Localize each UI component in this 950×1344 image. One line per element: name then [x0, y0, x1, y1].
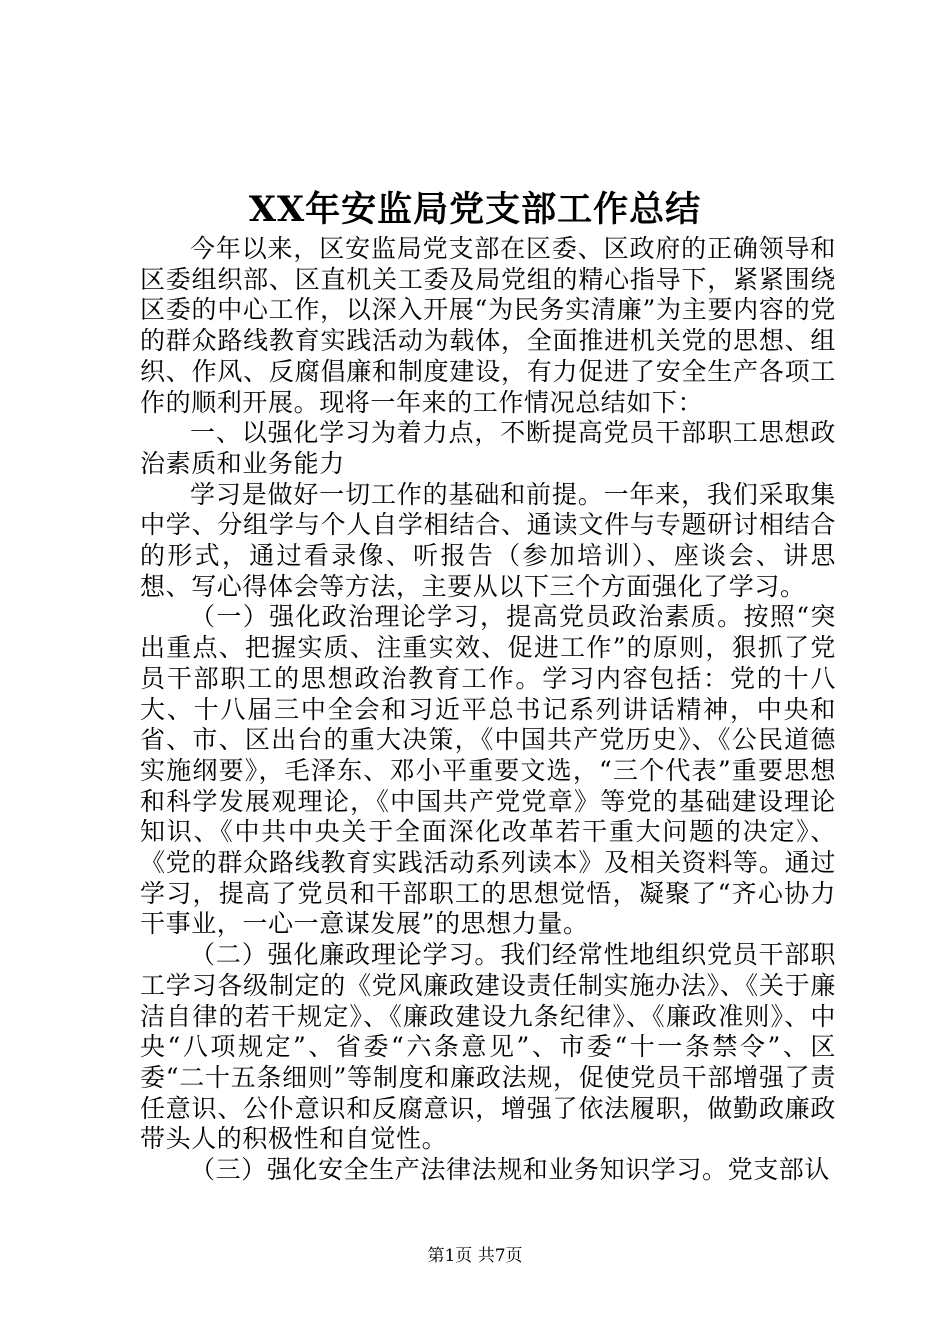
document-body — [140, 234, 836, 1186]
paragraph-safety-law: （三）强化安全生产法律法规和业务知识学习。党支部认 — [190, 1155, 831, 1185]
document-title: XX年安监局党支部工作总结 — [248, 189, 702, 230]
paragraph-study: 学习是做好一切工作的基础和前提。一年来，我们采取集中学、分组学与个人自学相结合、通读文件与专题研讨相结合的形式，通过看录像、听报告（参加培训）、座谈会、讲思想、写心得体会等方法，主要从以下三个方面强化了学习。 — [140, 479, 836, 601]
page-indicator: 第1页 共7页 — [427, 1246, 523, 1266]
section-heading-1: 一、以强化学习为着力点，不断提高党员干部职工思想政治素质和业务能力 — [140, 418, 836, 478]
paragraph-political-theory: （一）强化政治理论学习，提高党员政治素质。按照“突出重点、把握实质、注重实效、促进工作”的原则，狠抓了党员干部职工的思想政治教育工作。学习内容包括：党的十八大、十八届三中全会和习近平总书记系列讲话精神，中央和省、市、区出台的重大决策，《中国共产党历史》、《公民道德实施纲要》，毛泽东、邓小平重要文选，“三个代表”重要思想和科学发展观理论，《中国共产党党章》等党的基础建设理论知识、《中共中央关于全面深化改革若干重大问题的决定》、《党的群众路线教育实践活动系列读本》及相关资料等。通过学习，提高了党员和干部职工的思想觉悟，凝聚了“齐心协力干事业，一心一意谋发展”的思想力量。 — [140, 602, 836, 939]
paragraph-intro: 今年以来，区安监局党支部在区委、区政府的正确领导和区委组织部、区直机关工委及局党组的精心指导下，紧紧围绕区委的中心工作，以深入开展“为民务实清廉”为主要内容的党的群众路线教育实践活动为载体，全面推进机关党的思想、组织、作风、反腐倡廉和制度建设，有力促进了安全生产各项工作的顺利开展。现将一年来的工作情况总结如下： — [140, 234, 836, 417]
paragraph-integrity-theory: （二）强化廉政理论学习。我们经常性地组织党员干部职工学习各级制定的《党风廉政建设责任制实施办法》、《关于廉洁自律的若干规定》、《廉政建设九条纪律》、《廉政准则》、中央“八项规定”、省委“六条意见”、市委“十一条禁令”、区委“二十五条细则”等制度和廉政法规，促使党员干部增强了责任意识、公仆意识和反腐意识，增强了依法履职，做勤政廉政带头人的积极性和自觉性。 — [140, 940, 836, 1154]
